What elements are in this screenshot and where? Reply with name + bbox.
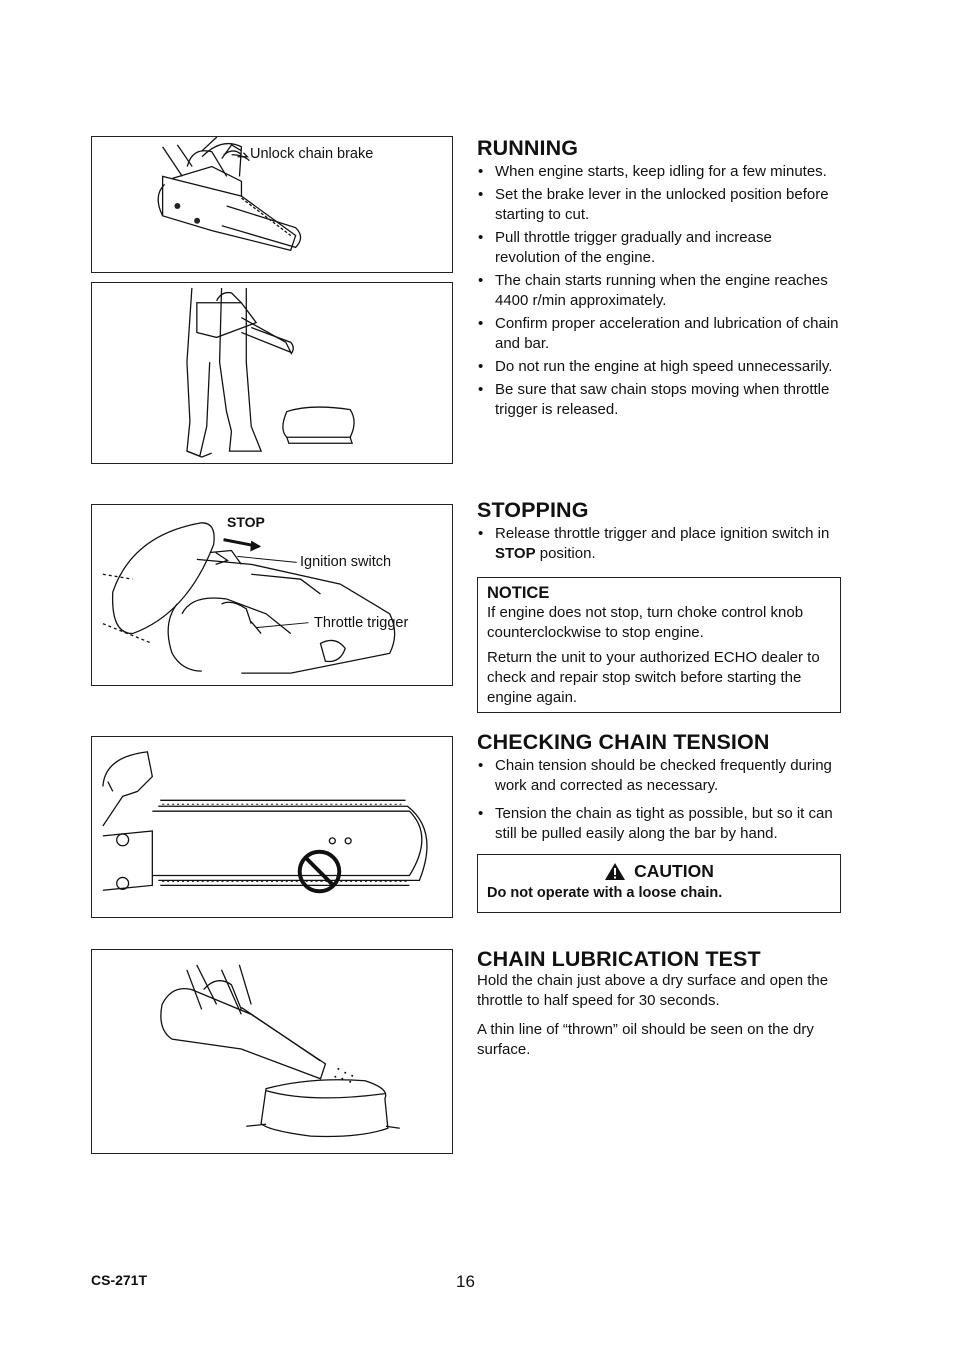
warning-triangle-icon: [604, 862, 626, 881]
list-item: • Set the brake lever in the unlocked position before starting to cut.: [477, 185, 841, 225]
caution-header: [487, 861, 831, 881]
notice-box: [477, 577, 841, 713]
stop-label: STOP: [227, 514, 265, 530]
figure-lubrication-test: [91, 949, 453, 1154]
operator-illustration: [92, 283, 452, 463]
stopping-bullet-list: [477, 524, 841, 564]
running-heading: RUNNING: [477, 136, 579, 160]
lubrication-heading: CHAIN LUBRICATION TEST: [477, 947, 761, 971]
stopping-heading: STOPPING: [477, 498, 589, 522]
ignition-switch-label: Ignition switch: [300, 554, 392, 570]
running-section: [477, 136, 841, 423]
model-number: CS-271T: [91, 1272, 148, 1288]
figure-unlock-chain-brake: [91, 136, 453, 273]
unlock-chain-brake-label: Unlock chain brake: [250, 146, 374, 162]
list-item: • Chain tension should be checked frequently during work and corrected as necessary.: [477, 756, 841, 796]
list-item: • Confirm proper acceleration and lubrication of chain and bar.: [477, 314, 841, 354]
caution-heading: CAUTION: [634, 861, 714, 881]
page-number: 16: [456, 1272, 475, 1291]
chain-tension-heading: CHECKING CHAIN TENSION: [477, 730, 770, 754]
caution-text: Do not operate with a loose chain.: [487, 885, 723, 901]
figure-operator-standing: [91, 282, 453, 464]
stopping-text-stop: STOP: [495, 545, 536, 562]
running-bullet-list: [477, 162, 841, 420]
lubrication-illustration: [92, 950, 452, 1153]
loose-chain-illustration: [92, 737, 452, 917]
ignition-throttle-illustration: [92, 505, 452, 685]
stopping-text-before: Release throttle trigger and place ignition switch in: [495, 525, 830, 542]
lubrication-paragraph: A thin line of “thrown” oil should be seen on the dry surface.: [477, 1021, 814, 1058]
notice-paragraph: If engine does not stop, turn choke control knob counterclockwise to stop engine.: [487, 604, 804, 641]
notice-heading: NOTICE: [487, 584, 550, 602]
lubrication-paragraph: Hold the chain just above a dry surface and open the throttle to half speed for 30 seconds.: [477, 972, 829, 1009]
list-item: • The chain starts running when the engine reaches 4400 r/min approximately.: [477, 271, 841, 311]
stopping-text-after: position.: [535, 545, 596, 562]
list-item: • Tension the chain as tight as possible, but so it can still be pulled easily along the bar by hand.: [477, 804, 841, 844]
figure-chain-tension: [91, 736, 453, 918]
throttle-trigger-label: Throttle trigger: [314, 615, 409, 631]
list-item: • Be sure that saw chain stops moving when throttle trigger is released.: [477, 380, 841, 420]
chain-tension-section: [477, 730, 841, 847]
notice-paragraph: Return the unit to your authorized ECHO dealer to check and repair stop switch before starting the engine again.: [487, 649, 820, 706]
caution-box: [477, 854, 841, 913]
list-item: [477, 524, 841, 564]
figure-stopping: [91, 504, 453, 686]
list-item: • When engine starts, keep idling for a few minutes.: [477, 162, 841, 182]
lubrication-section: [477, 947, 841, 1069]
list-item: • Pull throttle trigger gradually and increase revolution of the engine.: [477, 228, 841, 268]
stopping-section: [477, 498, 841, 567]
chain-tension-bullet-list: [477, 756, 841, 844]
list-item: • Do not run the engine at high speed unnecessarily.: [477, 357, 841, 377]
